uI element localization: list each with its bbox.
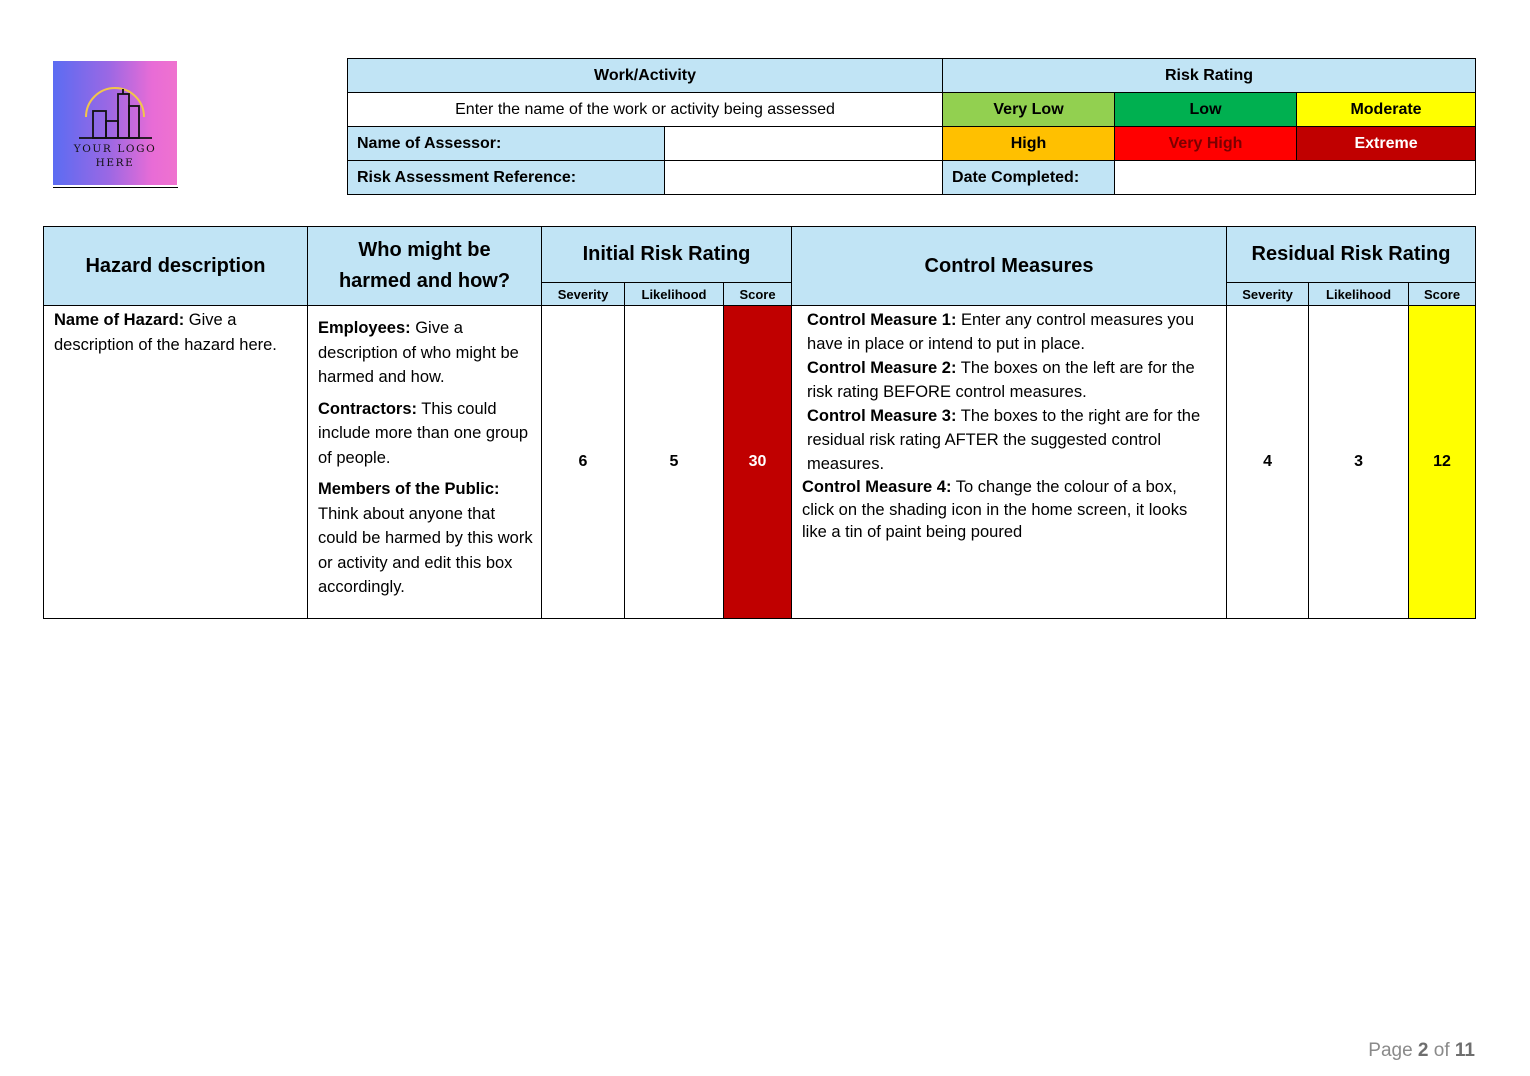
contractors-label: Contractors: xyxy=(318,399,418,418)
date-completed-label: Date Completed: xyxy=(943,161,1115,195)
residual-likelihood-header: Likelihood xyxy=(1309,283,1409,306)
residual-likelihood-value[interactable]: 3 xyxy=(1309,306,1409,619)
residual-severity-value[interactable]: 4 xyxy=(1227,306,1309,619)
who-harmed-cell[interactable] xyxy=(308,306,542,619)
hazard-text: Give a description of the hazard here. xyxy=(54,311,277,354)
initial-likelihood-header: Likelihood xyxy=(625,283,724,306)
initial-likelihood-value[interactable]: 5 xyxy=(625,306,724,619)
control-measure-2-label: Control Measure 2: xyxy=(807,359,957,377)
who-harmed-header: Who might be harmed and how? xyxy=(308,227,542,306)
control-measure-3-text: The boxes to the right are for the residual risk rating AFTER the suggested control measures. xyxy=(807,407,1201,473)
risk-level-low: Low xyxy=(1115,93,1297,127)
employees-text: Give a description of who might be harmed and how. xyxy=(318,319,519,386)
residual-risk-rating-header: Residual Risk Rating xyxy=(1227,227,1476,283)
control-measure-2-text: The boxes on the left are for the risk rating BEFORE control measures. xyxy=(807,359,1195,401)
work-activity-field[interactable]: Enter the name of the work or activity being assessed xyxy=(348,93,943,127)
logo-text xyxy=(53,142,177,170)
risk-level-moderate: Moderate xyxy=(1297,93,1476,127)
initial-risk-rating-header: Initial Risk Rating xyxy=(542,227,792,283)
control-measures-header: Control Measures xyxy=(792,227,1227,306)
residual-score-value[interactable]: 12 xyxy=(1409,306,1476,619)
residual-severity-header: Severity xyxy=(1227,283,1309,306)
page-of: of xyxy=(1428,1040,1455,1061)
assessor-field[interactable] xyxy=(665,127,943,161)
hazard-name-label: Name of Hazard: xyxy=(54,311,185,329)
page-total: 11 xyxy=(1454,1040,1475,1061)
risk-level-very-low: Very Low xyxy=(943,93,1115,127)
initial-score-value[interactable]: 30 xyxy=(724,306,792,619)
control-measure-4-text: To change the colour of a box, click on the shading icon in the home screen, it looks like a tin of paint being poured xyxy=(802,478,1188,541)
risk-level-very-high: Very High xyxy=(1115,127,1297,161)
initial-severity-header: Severity xyxy=(542,283,625,306)
initial-severity-value[interactable]: 6 xyxy=(542,306,625,619)
control-measure-1-label: Control Measure 1: xyxy=(807,311,957,329)
control-measure-1-text: Enter any control measures you have in place or intend to put in place. xyxy=(807,311,1195,353)
assessor-label: Name of Assessor: xyxy=(348,127,665,161)
hazard-description-cell[interactable] xyxy=(44,306,308,619)
public-text: Think about anyone that could be harmed by this work or activity and edit this box accordingly. xyxy=(318,504,533,596)
page-prefix: Page xyxy=(1368,1040,1418,1061)
control-measure-3-label: Control Measure 3: xyxy=(807,407,957,425)
public-label: Members of the Public: xyxy=(318,480,500,498)
company-logo xyxy=(53,61,177,185)
employees-label: Employees: xyxy=(318,319,411,337)
logo-text-line2: HERE xyxy=(95,157,135,169)
control-measures-cell[interactable] xyxy=(792,306,1227,619)
page-current: 2 xyxy=(1417,1040,1429,1061)
hazard-description-header: Hazard description xyxy=(44,227,308,306)
logo-underline xyxy=(53,187,178,188)
logo-text-line1: YOUR LOGO xyxy=(73,143,157,155)
work-activity-label: Work/Activity xyxy=(348,59,943,93)
page-number xyxy=(1368,1040,1475,1062)
risk-assessment-table xyxy=(43,226,1476,619)
table-row xyxy=(44,306,1476,619)
risk-level-high: High xyxy=(943,127,1115,161)
assessment-header-table xyxy=(347,58,1476,195)
control-measure-4-label: Control Measure 4: xyxy=(802,478,952,496)
date-completed-field[interactable] xyxy=(1115,161,1476,195)
reference-field[interactable] xyxy=(665,161,943,195)
risk-level-extreme: Extreme xyxy=(1297,127,1476,161)
reference-label: Risk Assessment Reference: xyxy=(348,161,665,195)
risk-rating-label: Risk Rating xyxy=(943,59,1476,93)
initial-score-header: Score xyxy=(724,283,792,306)
contractors-text: This could include more than one group of people. xyxy=(318,399,529,467)
residual-score-header: Score xyxy=(1409,283,1476,306)
